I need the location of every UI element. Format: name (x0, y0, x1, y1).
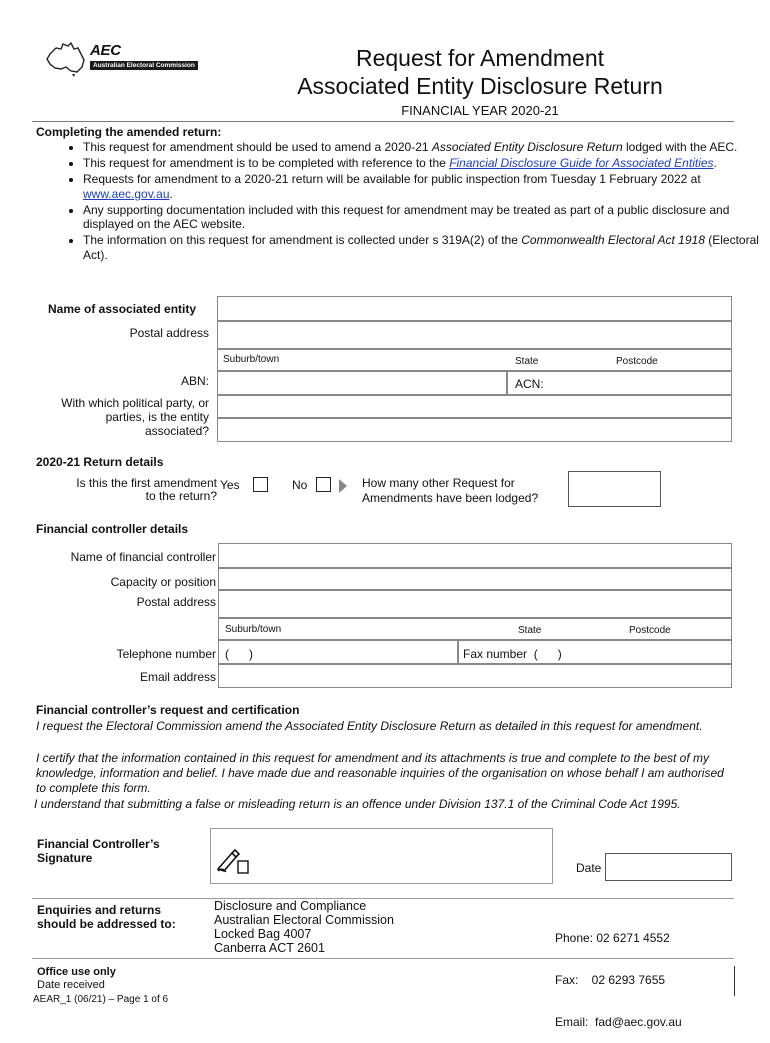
entity-name-field[interactable] (217, 296, 732, 321)
controller-suburb-row[interactable] (218, 618, 732, 640)
enquiries-address: Disclosure and Compliance Australian Electoral Commission Locked Bag 4007 Canberra ACT 2601 (214, 899, 394, 955)
certification-p3: I understand that submitting a false or misleading return is an offence under Division 137.1 of the Criminal Code Act 1995. (34, 797, 681, 811)
acn-label: ACN: (515, 377, 544, 391)
how-many-question: How many other Request for Amendments have been lodged? (362, 476, 539, 505)
state-caption: State (518, 625, 542, 636)
certification-p1: I request the Electoral Commission amend the Associated Entity Disclosure Return as detailed in this request for amendment. (36, 719, 703, 733)
postcode-caption: Postcode (616, 356, 658, 367)
list-item: • This request for amendment should be used to amend a 2020-21 Associated Entity Disclosure Return lodged with the AEC. (83, 140, 763, 155)
triangle-right-icon (339, 479, 347, 493)
postcode-caption: Postcode (629, 625, 671, 636)
enquiries-label: Enquiries and returns should be addressed to: (37, 903, 176, 931)
entity-name-label: Name of associated entity (48, 302, 197, 316)
list-item: • The information on this request for amendment is collected under s 319A(2) of the Commonwealth Electoral Act 1918 (Electoral Act). (83, 233, 763, 262)
state-caption: State (515, 356, 539, 367)
controller-name-label: Name of financial controller (70, 550, 216, 564)
aec-website-link[interactable]: www.aec.gov.au (83, 186, 170, 201)
header-rule (32, 121, 734, 122)
capacity-field[interactable] (218, 568, 732, 590)
signature-label: Financial Controller’s Signature (37, 837, 160, 865)
date-label: Date (576, 861, 602, 875)
email-link[interactable]: Email: fad@aec.gov.au (555, 1015, 682, 1029)
yes-label: Yes (220, 478, 240, 492)
telephone-field[interactable]: ( ) (218, 640, 458, 664)
certification-p2: I certify that the information contained in this request for amendment and its attachments is true and complete to the best of my knowledge, information and belief. I have made due and reasonable inquiries of the organisation on whose behalf I am authorised to complete this form. (36, 751, 724, 795)
party-field-2[interactable] (217, 418, 732, 442)
list-item: • Requests for amendment to a 2020-21 return will be available for public inspection from Tuesday 1 February 2022 at www.aec.gov.au. (83, 172, 763, 201)
logo-brand: AEC (90, 42, 121, 59)
controller-name-field[interactable] (218, 543, 732, 568)
email-field[interactable] (218, 664, 732, 688)
first-amendment-question: Is this the first amendment to the return? (76, 476, 217, 503)
date-received-label: Date received (37, 979, 105, 991)
fax-field[interactable] (458, 640, 732, 664)
completing-heading: Completing the amended return: (36, 125, 222, 139)
page-title-line2: Associated Entity Disclosure Return (297, 73, 663, 99)
how-many-field[interactable] (568, 471, 661, 507)
yes-checkbox[interactable] (253, 477, 268, 492)
list-item: • Any supporting documentation included with this request for amendment may be treated as part of a public disclosure and displayed on the AEC website. (83, 203, 763, 232)
footer-code: AEAR_1 (06/21) – Page 1 of 6 (33, 994, 169, 1005)
email-label: Email address (139, 670, 216, 684)
logo-subtitle: Australian Electoral Commission (90, 61, 198, 70)
office-rule (32, 958, 734, 959)
suburb-caption: Suburb/town (223, 354, 280, 365)
suburb-caption: Suburb/town (225, 624, 282, 635)
pen-hand-icon (216, 849, 252, 875)
return-details-heading: 2020-21 Return details (36, 455, 164, 469)
entity-postal-label: Postal address (129, 326, 209, 340)
certification-heading: Financial controller’s request and certification (36, 703, 300, 717)
controller-postal-field[interactable] (218, 590, 732, 618)
australia-map-icon (44, 40, 88, 78)
controller-postal-label: Postal address (136, 595, 216, 609)
party-field-1[interactable] (217, 395, 732, 418)
date-field[interactable] (605, 853, 732, 881)
enquiries-contact: Phone: 02 6271 4552 Fax: 02 6293 7655 Email: fad@aec.gov.au (555, 931, 682, 1029)
signature-field[interactable] (210, 828, 553, 884)
aec-logo (44, 40, 204, 80)
financial-year: FINANCIAL YEAR 2020-21 (401, 103, 559, 118)
acn-field[interactable] (507, 371, 732, 395)
abn-field[interactable] (217, 371, 507, 395)
office-use-heading: Office use only (37, 966, 116, 978)
no-checkbox[interactable] (316, 477, 331, 492)
entity-suburb-row[interactable] (217, 349, 732, 371)
no-label: No (292, 478, 308, 492)
list-item: • This request for amendment is to be completed with reference to the Financial Disclosure Guide for Associated Entities. (83, 156, 763, 171)
page-title-line1: Request for Amendment (355, 45, 605, 71)
party-label: With which political party, or parties, is the entity associated? (61, 396, 209, 438)
office-divider (734, 966, 735, 996)
guide-link[interactable]: Financial Disclosure Guide for Associated Entities (449, 156, 714, 170)
fax-label: Fax number ( ) (463, 647, 562, 661)
instructions-list (45, 140, 763, 264)
telephone-label: Telephone number (116, 647, 216, 661)
abn-label: ABN: (180, 374, 209, 388)
controller-heading: Financial controller details (36, 522, 189, 536)
entity-postal-field[interactable] (217, 321, 732, 349)
capacity-label: Capacity or position (110, 575, 216, 589)
